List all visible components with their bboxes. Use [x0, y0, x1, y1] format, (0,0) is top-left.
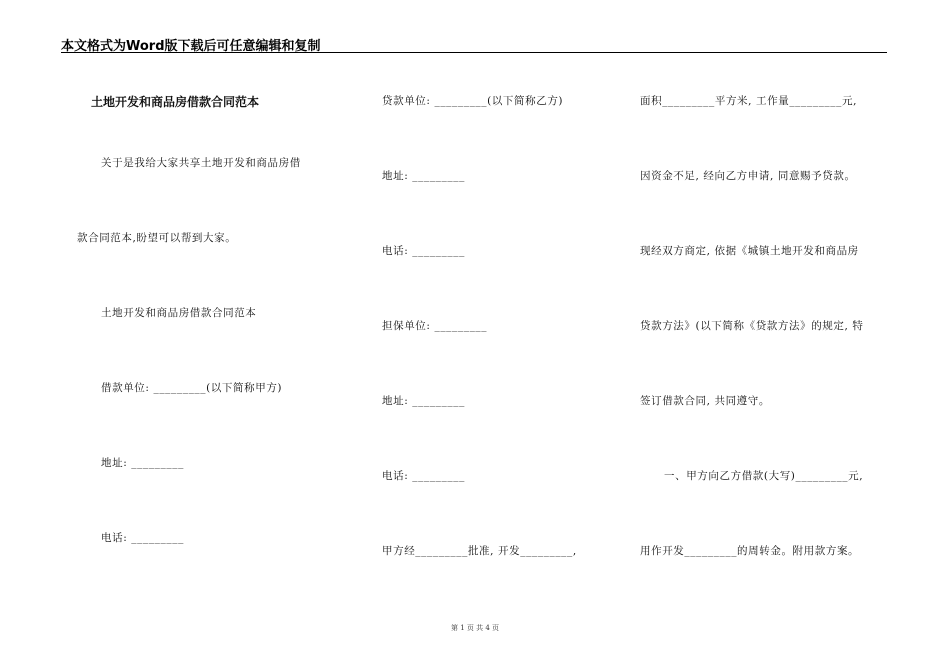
approval-line: 甲方经_________批准, 开发_________, [382, 545, 577, 557]
left-paragraph-line-2: 款合同范本,盼望可以帮到大家。 [77, 232, 237, 244]
agreement-basis-line-2: 贷款方法》(以下简称《贷款方法》的规定, 特 [640, 320, 864, 332]
document-title: 土地开发和商品房借款合同范本 [91, 95, 260, 109]
clause-1-line-2: 用作开发_________的周转金。附用款方案。 [640, 545, 860, 557]
left-paragraph-line-1: 关于是我给大家共享土地开发和商品房借 [101, 157, 301, 169]
area-workload-line: 面积_________平方米, 工作量_________元, [640, 95, 858, 107]
lender-unit-line: 贷款单位: _________(以下简称乙方) [382, 95, 564, 107]
document-header: 本文格式为Word版下载后可任意编辑和复制 [61, 39, 321, 54]
borrower-phone-line: 电话: _________ [101, 532, 184, 544]
left-subtitle: 土地开发和商品房借款合同范本 [101, 307, 257, 319]
clause-1-line-1: 一、甲方向乙方借款(大写)_________元, [664, 470, 864, 482]
borrower-unit-line: 借款单位: _________(以下简称甲方) [101, 382, 283, 394]
guarantor-unit-line: 担保单位: _________ [382, 320, 488, 332]
agreement-basis-line-3: 签订借款合同, 共同遵守。 [640, 395, 770, 407]
borrower-address-line: 地址: _________ [101, 457, 184, 469]
lender-address-line: 地址: _________ [382, 170, 465, 182]
agreement-basis-line-1: 现经双方商定, 依据《城镇土地开发和商品房 [640, 245, 859, 257]
lender-phone-line: 电话: _________ [382, 245, 465, 257]
guarantor-address-line: 地址: _________ [382, 395, 465, 407]
page-number: 第 1 页 共 4 页 [450, 624, 500, 632]
funding-request-line: 因资金不足, 经向乙方申请, 同意赐予贷款。 [640, 170, 856, 182]
guarantor-phone-line: 电话: _________ [382, 470, 465, 482]
header-divider [61, 52, 887, 53]
